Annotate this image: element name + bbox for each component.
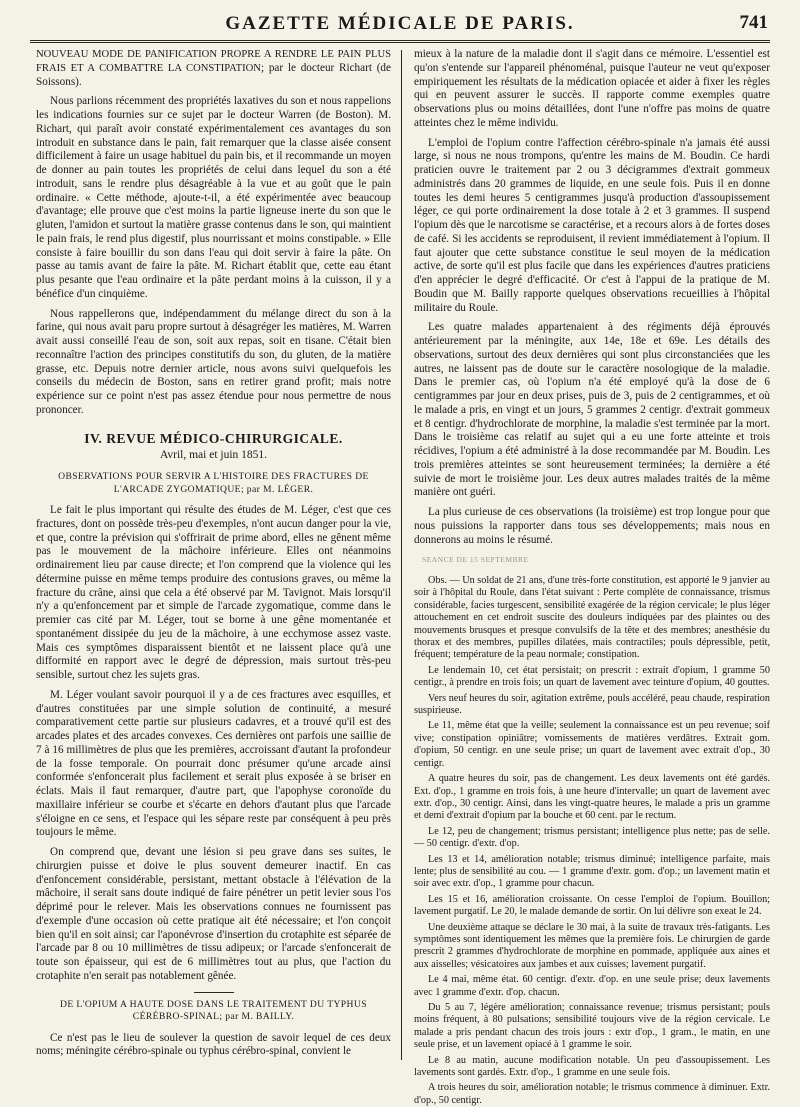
obs-paragraph: Le 8 au matin, aucune modification notable. Un peu d'assoupissement. Les lavements sont gardés. Extr. d'op., 1 gramme en une seule fois. (414, 1054, 770, 1079)
obs-paragraph: Le 12, peu de changement; trismus persistant; intelligence plus nette; pas de selle. — 50 centigr. d'extr. d'op. (414, 825, 770, 850)
obs-paragraph: A quatre heures du soir, pas de changement. Les deux lavements ont été gardés. Ext. d'op., 1 gramme en trois fois, à une heure d'intervalle; un quart de lavement avec extr. d'op., 30 centigr. Ainsi, dans les vingt-quatre heures, le malade a pris un gramme et demi d'extrait d'opium par la bouche et 60 cent. par le rectum. (414, 773, 770, 822)
paragraph: La plus curieuse de ces observations (la troisième) est trop longue pour que nous puissions la rapporter dans tous ses développements; mais nous en donnerons au moins le résumé. (414, 506, 770, 546)
article-byline: ; par le docteur Richart (de Soissons). (36, 61, 391, 88)
left-column (36, 48, 391, 1063)
paragraph: Le fait le plus important qui résulte des études de M. Léger, c'est que ces fractures, dont on possède très-peu d'exemples, n'ont aucun danger pour la vie, et que, contre la prévision qui s'offrirait de prime abord, elles ne gênent même pas le mouvement de la mâchoire inférieure. Elles ont néanmoins ordinairement lieu par cause directe; et l'on comprend que la violence qui les détermine puisse en même temps produire des contusions graves, ou même la fracture du crâne, ainsi que cela a été observé par M. Tavignot. Mais lorsqu'il n'y a qu'enfoncement par et simple de l'arcade zygomatique, comme dans le premier cas cité par M. Léger, tout se borne à une gêne momentanée et spontanément dissipée du jeu de la mâchoire, à une ecchymose assez vaste. Mais ces symptômes disparaissent bientôt et ne laissent place qu'à une difformité en rapport avec le degré de dépression, mais surtout très-peu sensible, surtout chez les sujets gras. (36, 504, 391, 681)
obs-paragraph: Les 13 et 14, amélioration notable; trismus diminué; intelligence parfaite, mais lente; plus de sensibilité au cou. — 1 gramme d'extr. gom. d'op.; un lavement matin et soir avec extr. d'op., 1 gramme pour chacun. (414, 853, 770, 890)
paragraph: L'emploi de l'opium contre l'affection cérébro-spinale n'a jamais été aussi large, si nous ne nous trompons, qu'entre les mains de M. Boudin. Ce hardi praticien ouvre le traitement par 2 ou 3 décigrammes d'extrait gommeux administrés dans 20 grammes de liquide, en une seule fois. Puis il en donne toutes les demi heures 5 centigrammes jusqu'à production d'assoupissement léger, ce qui porte ordinairement la dose totale à 2 et 3 grammes. Il suspend l'opium dès que le narcotisme se caractérise, et a recours alors à de fortes doses de café. Si les accidents se reproduisent, il revient immédiatement à l'opium. Il faut ajouter que cette substance constitue le seul moyen de la médication active, de sorte qu'il est plus facile que dans les expériences d'autres praticiens d'en apprécier le degré d'efficacité. Or c'est à l'appui de la pratique de M. Boudin que M. Bailly rapporte quelques observations recueillies à l'hôpital militaire du Roule. (414, 136, 770, 314)
page-number: 741 (739, 12, 768, 33)
paragraph: M. Léger voulant savoir pourquoi il y a de ces fractures avec esquilles, et d'autres constituées par une simple solution de continuité, a mesuré comparativement cette partie sur plusieurs cadavres, et a trouvé qu'il est des arcades plates et des arcades convexes. Ces dernières ont parfois une saillie de 7 à 16 millimètres de plus que les premières, accroissant d'autant la profondeur de la fosse temporale. On pourrait donc présumer qu'une arcade ainsi conformée s'enfoncerait plus facilement et serait plus exposée à se briser en éclats. Mais il faut remarquer, d'autre part, que l'apophyse coronoïde du maxillaire inférieur se courbe et s'écarte en dehors d'autant plus que l'arcade s'éloigne en ce sens, et l'espace qui les sépare reste par conséquent à peu près toujours le même. (36, 688, 391, 839)
masthead (30, 8, 770, 43)
paragraph: Ce n'est pas le lieu de soulever la question de savoir lequel de ces deux noms; méningite cérébro-spinale ou typhus cérébro-spinal, convient le (36, 1031, 391, 1058)
obs-paragraph: Du 5 au 7, légère amélioration; connaissance revenue; trismus persistant; pouls moins fréquent, à 80 pulsations; sensibilité toujours vive de la région cervicale. Le malade a pris pendant chacun des trois jours : extr d'op., 1 gram., le matin, en une seule prise, et un lavement opiacé à 1 gramme le soir. (414, 1002, 770, 1051)
article-title-bailly: DE L'OPIUM A HAUTE DOSE DANS LE TRAITEMENT DU TYPHUS CÉRÉBRO-SPINAL; par M. BAILLY. (60, 998, 367, 1022)
column-divider (401, 50, 402, 1060)
section-title: IV. REVUE MÉDICO-CHIRURGICALE. (84, 430, 343, 446)
paragraph: Nous parlions récemment des propriétés laxatives du son et nous rappelions les indications fournies sur ce sujet par le docteur Warren (de Boston). M. Richart, qui paraît avoir constaté expérimentalement ces avantages du son introduit en substance dans le pain, fait remarquer que la classe aisée consent difficilement à faire un usage habituel du pain bis, et il recommande un moyen de donner au pain toutes les propriétés de celui dans lequel du son a été introduit, sans le rendre plus désagréable à la vue et au goût que le pain ordinaire. « Cette méthode, ajoute-t-il, a été expérimentée avec beaucoup d'avantage; elle prouve que c'est moins la partie ligneuse inerte du son que le gluten, l'amidon et surtout la matière grasse contenus dans le son, qui maintient le pain frais, le rend plus digestif, plus nourrissant et moins constipable. » Elle consiste à faire bouillir du son dans l'eau qui doit servir à faire la pâte. On passe au tamis avant de faire la pâte. M. Richart établit que, cette eau étant plus pesante que l'eau ordinaire et la pâte perdant moins à la cuisson, il y a bénéfice d'un cinquième. (36, 95, 391, 300)
obs-paragraph: Le lendemain 10, cet état persistait; on prescrit : extrait d'opium, 1 gramme 50 centigr., à prendre en trois fois; un quart de lavement avec teinture d'opium, 40 gouttes. (414, 664, 770, 689)
bleed-through-stamp: SEANCE DE 15 SEPTEMBRE (422, 555, 529, 565)
obs-paragraph: Le 4 mai, même état. 60 centigr. d'extr. d'op. en une seule prise; deux lavements avec 1 gramme d'extr. d'op. chacun. (414, 974, 770, 998)
observation-block (414, 575, 770, 1107)
article-title-panification: NOUVEAU MODE DE PANIFICATION PROPRE A RENDRE LE PAIN PLUS FRAIS ET A COMBATTRE LA CONSTIPATION (36, 49, 391, 74)
obs-paragraph: Une deuxième attaque se déclare le 30 mai, à la suite de travaux très-fatigants. Les symptômes sont identiquement les mêmes que la première fois. Le chirurgien de garde prescrit 2 grammes d'hydrochlorate de morphine en pommade, appliquée aux aines et aux aisselles; vésicatoires aux jambes et aux cuisses; lavement purgatif. (414, 921, 770, 970)
paragraph: Les quatre malades appartenaient à des régiments déjà éprouvés antérieurement par la méningite, aux 14e, 18e et 69e. Les détails des observations, surtout des deux dernières qui sont plus circonstanciées que les autres, ne laissent pas de doute sur le caractère nosologique de la maladie. Dans le premier cas, où l'opium n'a été employé qu'à la dose de 6 centigrammes par jour en deux prises, puis de 3, puis de 2 centigrammes, et où le malade a pris, en vingt et un jours, 5 grammes 2 centigr. d'extrait gommeux et 8 centigr. d'hydrochlorate de morphine, la maladie s'est terminée par la mort. Dans le troisième cas relatif au sujet qui a eu une forte atteinte et trois récidives, l'opium a été administré à la dose recommandée par M. Boudin. Les trois premières atteintes se sont heureusement terminées; la dernière a été suivie de mort le troisième jour. Les deux autres malades traités de la même manière ont guéri. (414, 321, 770, 499)
article-intro (36, 48, 391, 89)
obs-paragraph: Obs. — Un soldat de 21 ans, d'une très-forte constitution, est apporté le 9 janvier au soir à l'hôpital du Roule, dans l'état suivant : Perte complète de connaissance, trismus considérable, facies turgescent, sensibilité exagérée de la région cervicale; le plus léger attouchement en cet endroit suscite des douleurs indiquées par des plaintes ou des mouvements brusques et presque convulsifs de la tête et des membres; anesthésie du thorax et des membres, pupilles dilatées, mais contractiles; pouls dépressible, petit, fréquent; température de la peau normale; constipation. (414, 575, 770, 661)
paragraph: mieux à la nature de la maladie dont il s'agit dans ce mémoire. L'essentiel est qu'on s'entende sur l'appareil phénoménal, puisque l'auteur ne veut qu'exposer empiriquement les résultats de la médication opiacée et aider à fixer les règles qui en peuvent assurer le succès. Il rapporte comme exemples quatre observations plus ou moins détaillées, dont l'une n'offre pas moins de quatre atteintes chez le même individu. (414, 48, 770, 129)
journal-title: GAZETTE MÉDICALE DE PARIS. (225, 13, 575, 34)
paragraph: On comprend que, devant une lésion si peu grave dans ses suites, le chirurgien puisse et doive le plus souvent demeurer inactif. En cas d'enfoncement considérable, persistant, mettant obstacle à l'élévation de la mâchoire, il serait sans doute indiqué de faire pénétrer un petit levier sous l'os déprimé pour le relever. Mais les observations connues ne fournissent pas d'exemple d'une occasion où cette pratique ait été nécessaire; et l'on conçoit bien qu'il en soit ainsi; car l'aponévrose d'insertion du crotaphite est séparée de l'arcade par 8 ou 10 millimètres de tissu adipeux; or l'arcade s'enfoncerait de toute son épaisseur, qui est de 6 millimètres tout au plus, que l'action du crotaphite n'en serait pas notablement gênée. (36, 846, 391, 982)
article-title-leger: OBSERVATIONS POUR SERVIR A L'HISTOIRE DES FRACTURES DE L'ARCADE ZYGOMATIQUE; par M. LÉGER. (58, 471, 369, 495)
obs-paragraph: Vers neuf heures du soir, agitation extrême, pouls accéléré, peau chaude, respiration suspirieuse. (414, 692, 770, 717)
obs-paragraph: A trois heures du soir, amélioration notable; le trismus commence à diminuer. Extr. d'op., 50 centigr. (414, 1082, 770, 1106)
obs-paragraph: Les 15 et 16, amélioration croissante. On cesse l'emploi de l'opium. Bouillon; lavement purgatif. Le 20, le malade demande de sortir. On lui délivre son exeat le 24. (414, 893, 770, 918)
article-divider (194, 992, 234, 993)
paragraph: Nous rappellerons que, indépendamment du mélange direct du son à la farine, qui nous avait paru propre surtout à désagréger les matières, M. Warren avait aussi conseillé l'eau de son, soit aux repas, soit en tisane. C'était bien reconnaître l'action des principes constitutifs du son, du gluten, de la matière grasse, etc. Depuis notre dernier article, nous avons suivi quelquefois les conseils du médecin de Boston, sans en retirer grand profit; mais notre expérience sur ce point n'est pas assez étendue pour nous permettre de nous prononcer. (36, 307, 391, 416)
right-column (414, 48, 770, 1106)
obs-paragraph: Le 11, même état que la veille; seulement la connaissance est un peu revenue; soif vive; constipation opiniâtre; vomissements de matières verdâtres. Extrait gom. d'opium, 50 centigr. en une seule prise; un quart de lavement avec extrait d'op., 30 centigr. (414, 720, 770, 769)
section-date: Avril, mai et juin 1851. (159, 449, 268, 462)
